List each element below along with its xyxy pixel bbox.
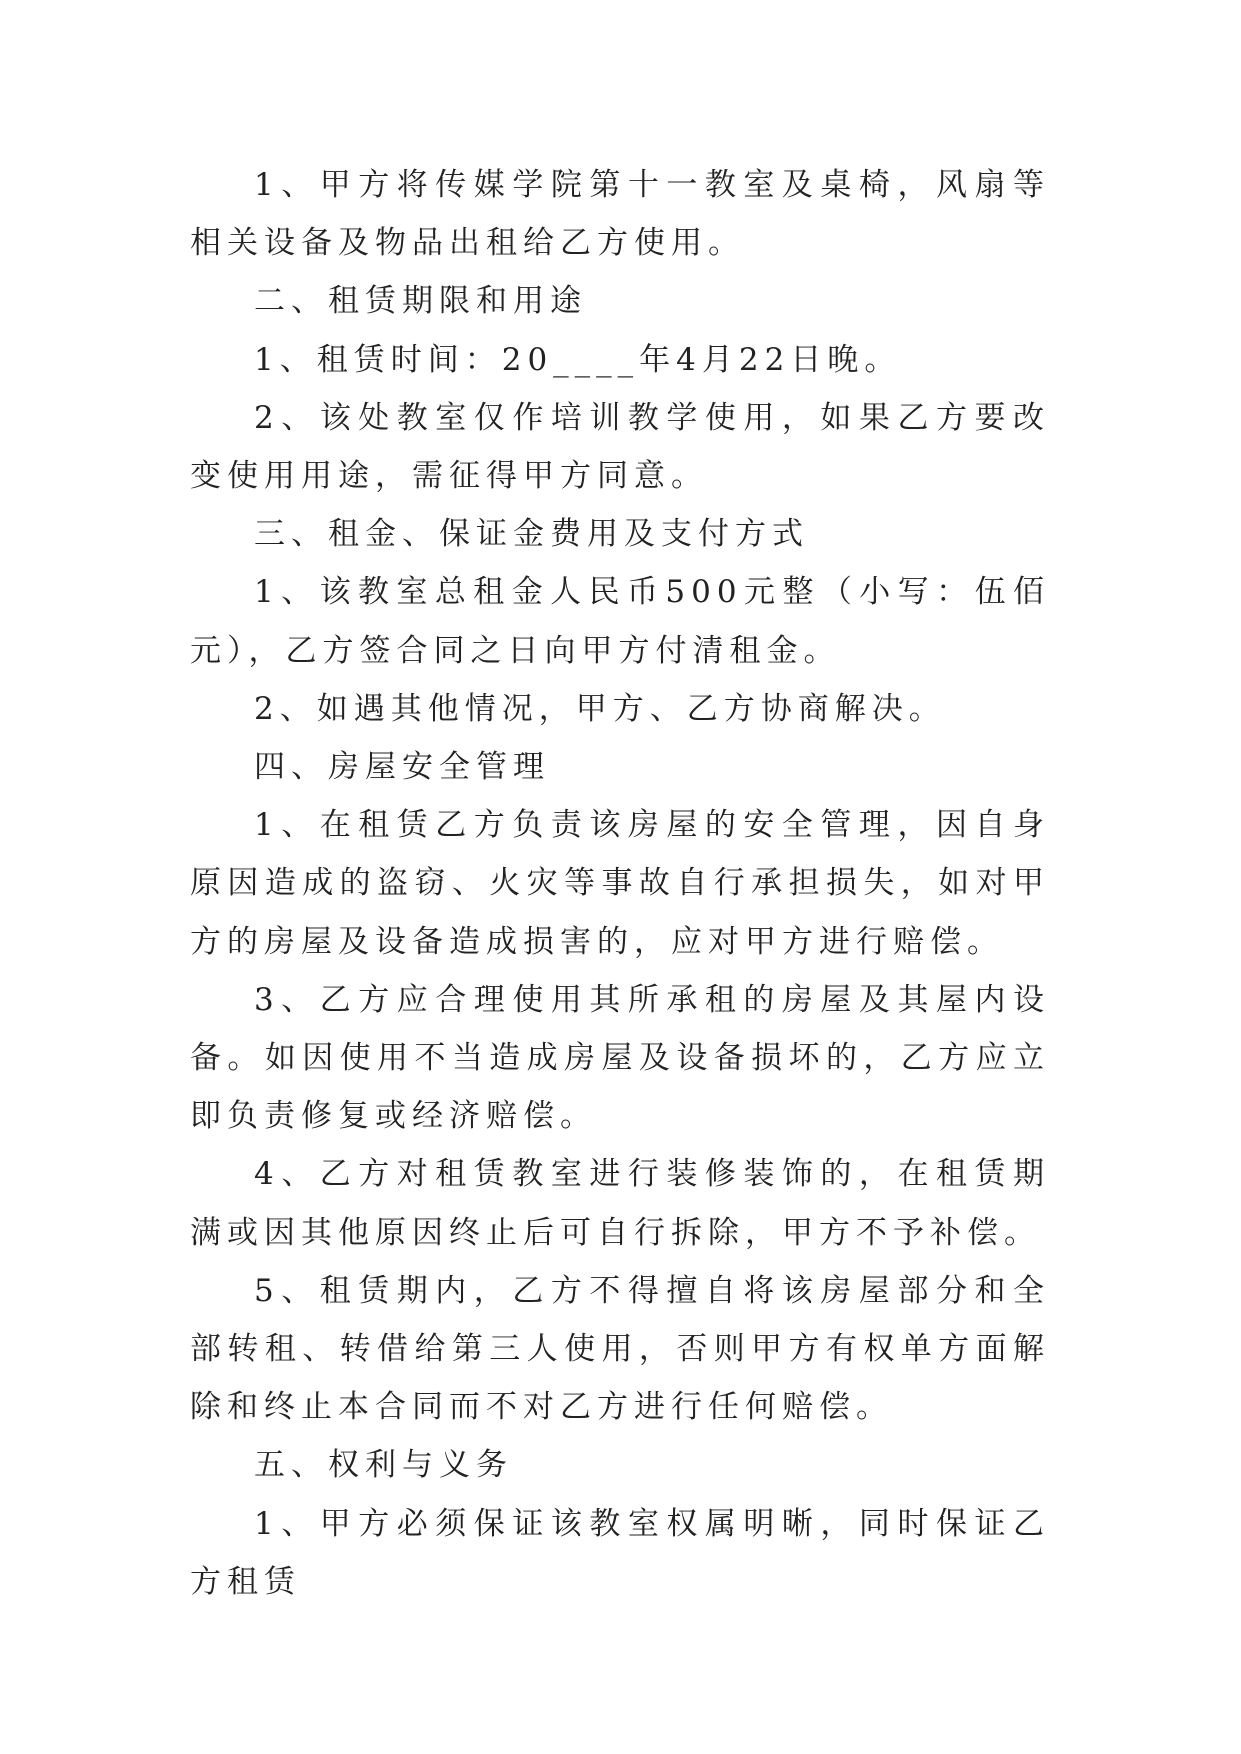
section-heading-rent-and-payment: 三、租金、保证金费用及支付方式 bbox=[254, 516, 809, 553]
clause-safety-responsibility: 1、在租赁乙方负责该房屋的安全管理，因自身原因造成的盗窃、火灾等事故自行承担损失，如对甲方的房屋及设备造成损害的，应对甲方进行赔偿。 bbox=[190, 807, 1050, 960]
clause-decoration: 4、乙方对租赁教室进行装修装饰的，在租赁期满或因其他原因终止后可自行拆除，甲方不予补偿。 bbox=[190, 1156, 1050, 1251]
clause-rental-time: 1、租赁时间：20____年4月22日晚。 bbox=[254, 341, 902, 378]
section-heading-rights-and-obligations: 五、权利与义务 bbox=[254, 1447, 513, 1484]
clause-ownership-guarantee: 1、甲方必须保证该教室权属明晰，同时保证乙方租赁 bbox=[190, 1505, 1050, 1600]
clause-no-sublease: 5、租赁期内，乙方不得擅自将该房屋部分和全部转租、转借给第三人使用，否则甲方有权单方面解除和终止本合同而不对乙方进行任何赔偿。 bbox=[190, 1272, 1050, 1426]
clause-1-equipment: 1、甲方将传媒学院第十一教室及桌椅，风扇等相关设备及物品出租给乙方使用。 bbox=[190, 167, 1050, 262]
document-body bbox=[190, 156, 1050, 1611]
clause-other-situations: 2、如遇其他情况，甲方、乙方协商解决。 bbox=[254, 690, 946, 727]
section-heading-safety-management: 四、房屋安全管理 bbox=[254, 749, 550, 786]
clause-total-rent: 1、该教室总租金人民币500元整（小写：伍佰元），乙方签合同之日向甲方付清租金。 bbox=[190, 574, 1051, 669]
section-heading-term-and-purpose: 二、租赁期限和用途 bbox=[254, 283, 587, 320]
clause-usage: 2、该处教室仅作培训教学使用，如果乙方要改变使用用途，需征得甲方同意。 bbox=[190, 399, 1050, 495]
clause-proper-use: 3、乙方应合理使用其所承租的房屋及其屋内设备。如因使用不当造成房屋及设备损坏的，乙方应立即负责修复或经济赔偿。 bbox=[190, 981, 1050, 1135]
